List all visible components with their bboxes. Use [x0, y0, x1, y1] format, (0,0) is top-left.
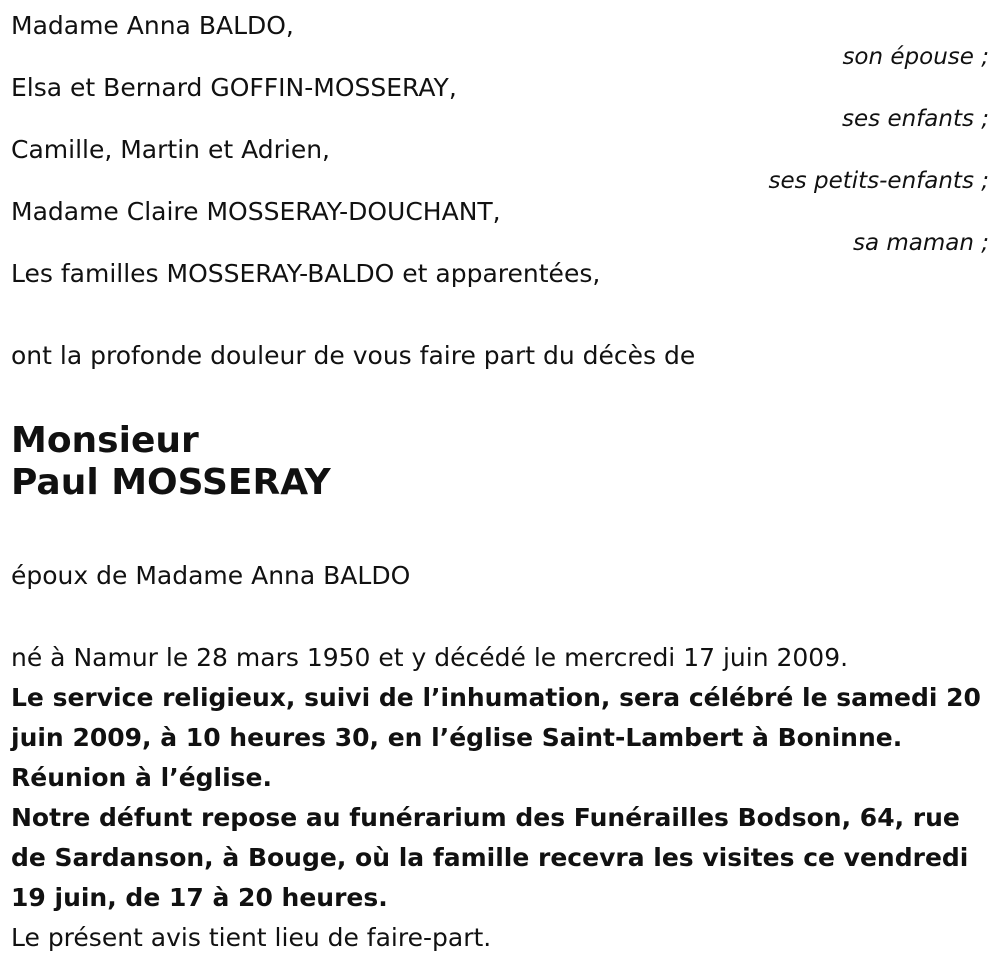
family-entry-mother — [11, 196, 989, 258]
family-member-relation: son épouse ; — [842, 44, 989, 70]
family-member-relation: ses petits-enfants ; — [768, 168, 989, 194]
family-member-name: Madame Claire MOSSERAY-DOUCHANT, — [11, 197, 501, 226]
family-entry-grandchildren — [11, 134, 989, 196]
family-member-name: Les familles MOSSERAY-BALDO et apparentées, — [11, 259, 601, 288]
meeting-info: Réunion à l’église. — [11, 763, 273, 792]
family-member-name: Madame Anna BALDO, — [11, 11, 294, 40]
family-member-relation: ses enfants ; — [842, 106, 989, 132]
announcement-text: ont la profonde douleur de vous faire part du décès de — [11, 341, 696, 370]
family-entry-spouse — [11, 10, 989, 72]
deceased-title: Monsieur — [11, 420, 199, 461]
family-member-name: Camille, Martin et Adrien, — [11, 135, 331, 164]
birth-death-line: né à Namur le 28 mars 1950 et y décédé le mercredi 17 juin 2009. — [11, 643, 849, 672]
family-member-relation: sa maman ; — [852, 230, 989, 256]
viewing-info: Notre défunt repose au funérarium des Funérailles Bodson, 64, rue de Sardanson, à Bouge, où la famille recevra les visites ce vendredi 19 juin, de 17 à 20 heures. — [11, 803, 969, 912]
family-entry-children — [11, 72, 989, 134]
spouse-line: époux de Madame Anna BALDO — [11, 561, 411, 590]
deceased-name: Paul MOSSERAY — [11, 462, 331, 503]
notice-line: Le présent avis tient lieu de faire-part. — [11, 923, 492, 952]
funeral-details — [11, 638, 989, 958]
service-info: Le service religieux, suivi de l’inhumation, sera célébré le samedi 20 juin 2009, à 10 heures 30, en l’église Saint-Lambert à Boninne. — [11, 683, 981, 752]
family-entry-relatives — [11, 258, 989, 290]
family-member-name: Elsa et Bernard GOFFIN-MOSSERAY, — [11, 73, 457, 102]
deceased-heading — [11, 420, 989, 504]
family-list — [11, 10, 989, 290]
obituary-notice — [11, 10, 989, 958]
